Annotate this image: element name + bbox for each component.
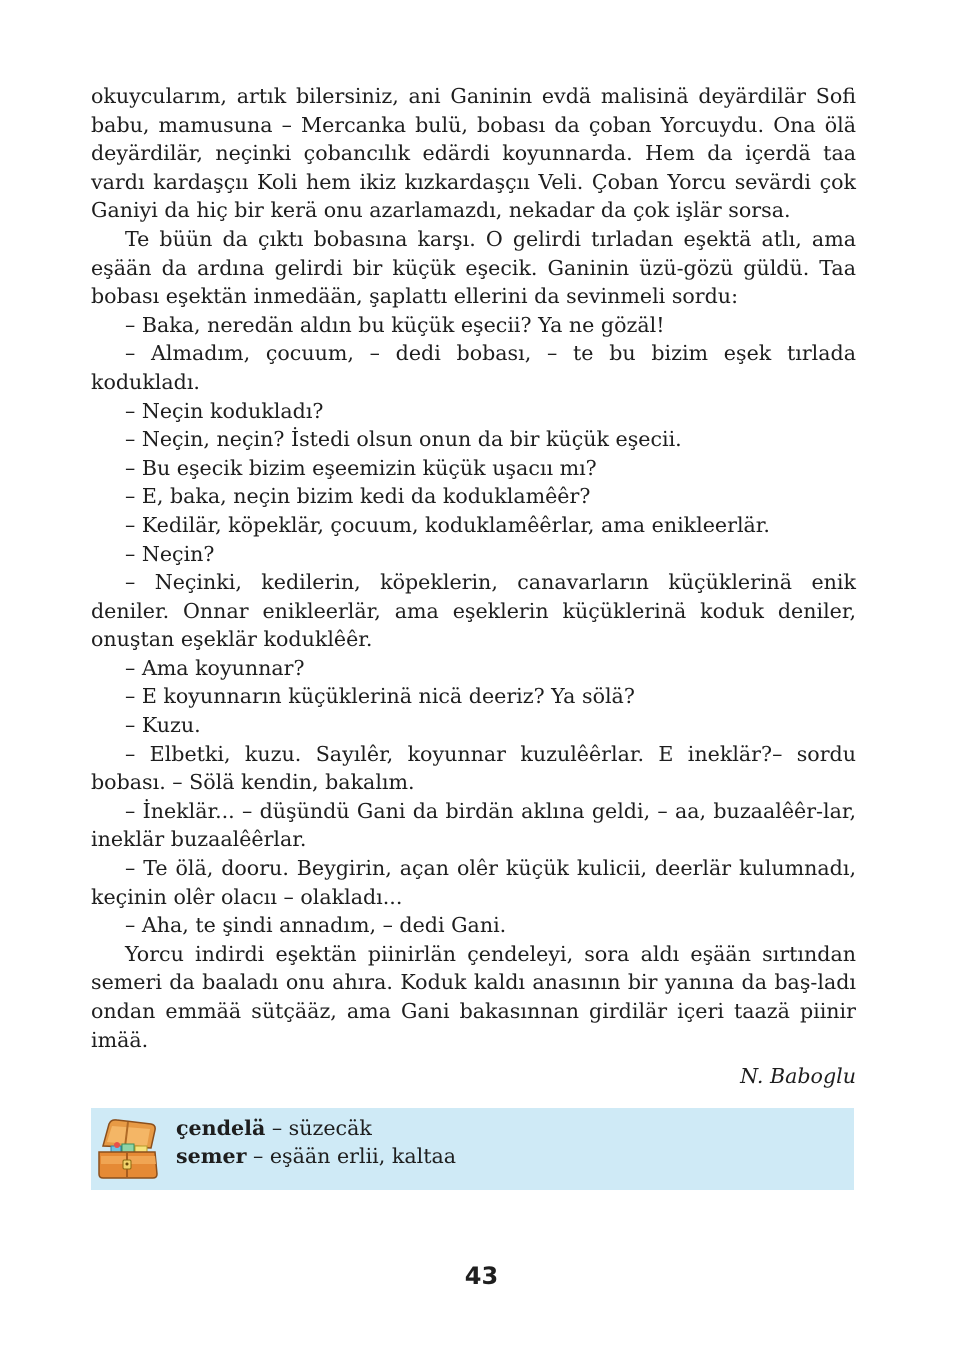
dialogue-line: – Aha, te şindi annadım, – dedi Gani. [125,913,507,938]
dialogue-line: – Bu eşecik bizim eşeemizin küçük uşacıı mı? [125,455,597,480]
dialogue-line: – Baka, neredän aldın bu küçük eşecii? Ya ne gözäl! [125,312,665,337]
dialogue-line: – Almadım, çocuum, – dedi bobası, – te bu bizim eşek tırlada kodukladı. [91,341,856,394]
dialogue-line: – Ama koyunnar? [125,655,305,680]
dialogue-line: – Te ölä, dooru. Beygirin, açan olêr küçük kulicii, deerlär kulumnadı, keçinin olêr olacıı – olakladı... [91,856,856,909]
dialogue-line: – E koyunnarın küçüklerinä nicä deeriz? Ya sölä? [125,684,635,709]
treasure-chest-icon [95,1116,163,1182]
glossary-entries [176,1114,456,1170]
dialogue-line: – E, baka, neçin bizim kedi da koduklamêêr? [125,484,591,509]
glossary-definition: – eşään erlii, kaltaa [246,1144,457,1168]
glossary-definition: – süzecäk [265,1116,372,1140]
paragraph: Te büün da çıktı bobasına karşı. O gelirdi tırladan eşektä atlı, ama eşään da ardına gelirdi bir küçük eşecik. Ganinin üzü-gözü güldü. Taa bobası eşektän inmedään, şaplattı ellerini da sevinmeli sordu: [91,226,856,309]
glossary-entry [176,1142,456,1170]
paragraph: okuycularım, artık bilersiniz, ani Ganinin evdä malisinä deyärdilär Sofi babu, mamusuna – Mercanka bulü, bobası da çoban Yorcuydu. Ona ölä deyärdilär, neçinki çobancılık edärdi koyunnarda. Hem da içerdä taa vardı kardaşçıı Koli hem ikiz kızkardaşçıı Veli. Çoban Yorcu sevärdi çok Ganiyi da hiç bir kerä onu azarlamazdı, nekadar da çok işlär sorsa. [91,84,856,223]
glossary-term: çendelä [176,1116,266,1140]
dialogue-line: – Neçin, neçin? İstedi olsun onun da bir küçük eşecii. [125,427,682,452]
dialogue-line: – Kuzu. [125,713,201,738]
author-signature: N. Baboglu [740,1064,856,1088]
glossary-term: semer [176,1144,247,1168]
dialogue-line: – Neçin kodukladı? [125,398,324,423]
paragraph: Yorcu indirdi eşektän piinirlän çendeleyi, sora aldı eşään sırtından semeri da baaladı onu ahıra. Koduk kaldı anasının bir yanına da baş-ladı ondan emmää sütçääz, ama Gani bakasınnan girdilär içeri taazä piinir imää. [91,941,856,1052]
dialogue-line: – Elbetki, kuzu. Sayılêr, koyunnar kuzulêêrlar. E ineklär?– sordu bobası. – Sölä kendin, bakalım. [91,741,856,795]
story-text [91,82,856,1054]
dialogue-line: – İneklär... – düşündü Gani da birdän aklına geldi, – aa, buzaalêêr-lar, ineklär buzaalêêrlar. [91,798,856,852]
dialogue-line: – Neçinki, kedilerin, köpeklerin, canavarların küçüklerinä enik deniler. Onnar enikleerlär, ama eşeklerin küçüklerinä koduk deniler, onuştan eşeklär koduklêêr. [91,570,856,652]
page-number: 43 [464,1262,499,1290]
glossary-box [91,1108,854,1190]
glossary-entry [176,1114,456,1142]
dialogue-line: – Kedilär, köpeklär, çocuum, koduklamêêrlar, ama enikleerlär. [125,512,770,537]
dialogue-line: – Neçin? [125,541,215,566]
